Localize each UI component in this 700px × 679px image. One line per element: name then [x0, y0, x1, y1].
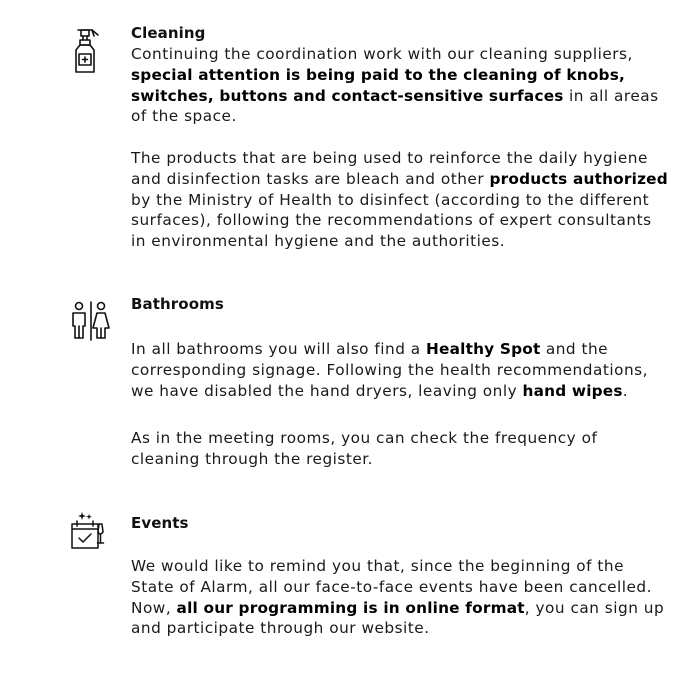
text-run: , you can sign up and participate through our website. [131, 598, 665, 638]
cleaning-paragraph-1 [131, 44, 671, 127]
bold-text: special attention is being paid to the cleaning of knobs, switches, buttons and contact-sensitive surfaces [131, 65, 626, 105]
event-calendar-icon [68, 510, 108, 556]
text-run: by the Ministry of Health to disinfect (according to the different surfaces), following the recommendations of expert consultants in environmental hygiene and the authorities. [131, 190, 652, 251]
text-run: We would like to remind you that, since the beginning of the State of Alarm, all our face-to-face events have been cancelled. Now, [131, 557, 653, 617]
bold-text: Healthy Spot [426, 340, 541, 358]
bathrooms-paragraph-2 [131, 428, 671, 470]
text-run: As in the meeting rooms, you can check the frequency of cleaning through the register. [131, 429, 598, 468]
text-run: The products that are being used to reinforce the daily hygiene and disinfection tasks are bleach and other [131, 149, 648, 188]
text-run: . [622, 381, 629, 400]
bold-text: hand wipes [522, 381, 623, 400]
bathrooms-paragraph-1 [131, 339, 671, 401]
events-title: Events [131, 514, 189, 532]
cleaning-title: Cleaning [131, 24, 206, 42]
text-run: Continuing the coordination work with our cleaning suppliers, [131, 45, 633, 63]
bathrooms-title: Bathrooms [131, 295, 224, 313]
bold-text: all our programming is in online format [176, 598, 525, 617]
text-run: in all areas of the space. [131, 86, 659, 126]
spray-bottle-icon [68, 26, 106, 80]
cleaning-paragraph-2 [131, 148, 671, 252]
bold-text: products authorized [489, 169, 668, 188]
text-run: In all bathrooms you will also find a [131, 340, 427, 358]
events-paragraph-1 [131, 556, 671, 639]
text-run: and the corresponding signage. Following the health recommendations, we have disabled the hand dryers, leaving only [131, 340, 648, 400]
restroom-icon [68, 300, 112, 346]
